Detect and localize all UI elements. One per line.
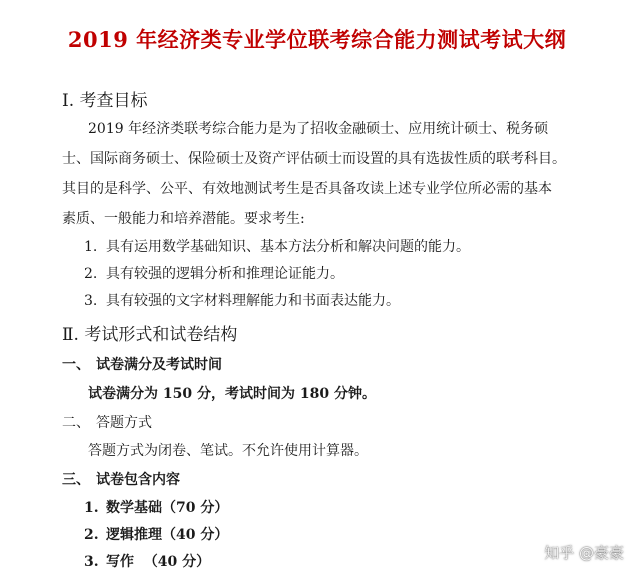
content-item-number: 2. [84,527,99,543]
content-item-number: 3. [84,554,99,570]
part-number: 三、 [62,472,90,488]
part-body-score-time: 试卷满分为 150 分，考试时间为 180 分钟。 [88,386,376,402]
watermark: 知乎 @豪豪 [544,544,624,562]
part-heading-answer-method [62,412,152,432]
content-item-text: 数学基础（70 分） [106,500,229,516]
paragraph-line: 素质、一般能力和培养潜能。要求考生: [62,211,305,227]
paragraph-line: 2019 年经济类联考综合能力是为了招收金融硕士、应用统计硕士、税务硕 [88,121,549,137]
content-item [84,524,228,544]
requirement-text: 具有运用数学基础知识、基本方法分析和解决问题的能力。 [106,239,470,255]
content-item-number: 1. [84,500,99,516]
section-heading-objectives: Ⅰ. 考查目标 [62,91,148,111]
paragraph-line: 士、国际商务硕士、保险硕士及资产评估硕士而设置的具有选拔性质的联考科目。 [62,151,566,167]
requirement-text: 具有较强的文字材料理解能力和书面表达能力。 [106,293,400,309]
requirement-text: 具有较强的逻辑分析和推理论证能力。 [106,266,344,282]
section-heading-format: Ⅱ. 考试形式和试卷结构 [62,325,238,345]
requirement-item [84,290,400,310]
requirement-number: 1. [84,239,98,255]
content-item-text: 写作 （40 分） [106,554,211,570]
part-title: 试卷满分及考试时间 [96,357,222,373]
part-title: 试卷包含内容 [96,472,180,488]
requirement-number: 2. [84,266,98,282]
part-heading-score-time [62,354,222,374]
part-number: 二、 [62,415,90,431]
part-number: 一、 [62,357,90,373]
requirement-item [84,236,470,256]
content-item [84,551,210,571]
requirement-item [84,263,344,283]
part-heading-content [62,469,180,489]
requirement-number: 3. [84,293,98,309]
part-body-answer-method: 答题方式为闭卷、笔试。不允许使用计算器。 [88,443,368,459]
content-item-text: 逻辑推理（40 分） [106,527,229,543]
part-title: 答题方式 [96,415,152,431]
paragraph-line: 其目的是科学、公平、有效地测试考生是否具备攻读上述专业学位所必需的基本 [62,181,552,197]
content-item [84,497,228,517]
document-title: 2019 年经济类专业学位联考综合能力测试考试大纲 [67,27,567,52]
